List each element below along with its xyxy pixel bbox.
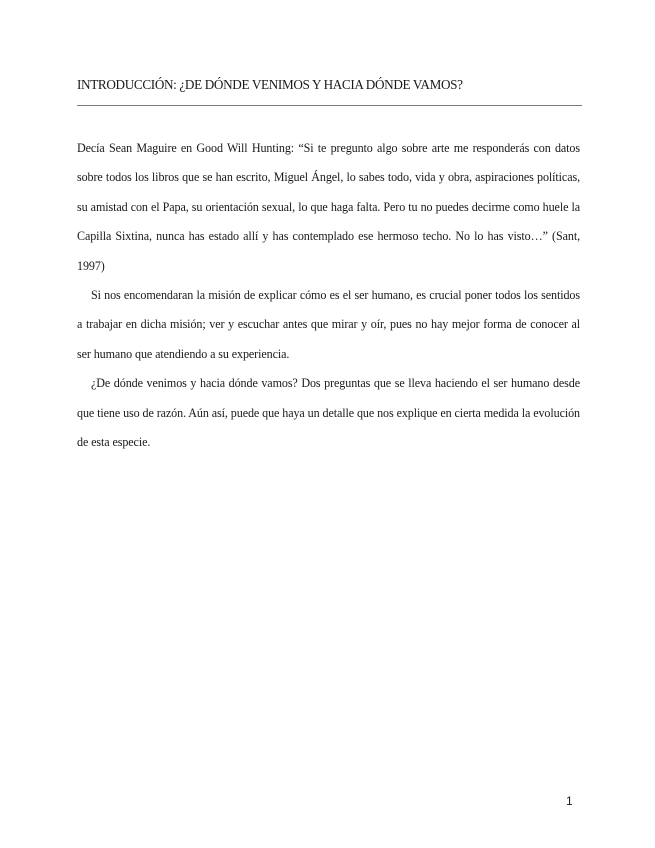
paragraph-questions: ¿De dónde venimos y hacia dónde vamos? Dos preguntas que se lleva haciendo el ser humano desde que tiene uso de razón. Aún así, puede que haya un detalle que nos explique en cierta medida la evolución de esta especie.	[77, 376, 580, 450]
paragraph-quote: Decía Sean Maguire en Good Will Hunting: “Si te pregunto algo sobre arte me responderás con datos sobre todos los libros que se han escrito, Miguel Ángel, lo sabes todo, vida y obra, aspiraciones políticas, su amistad con el Papa, su orientación sexual, lo que haga falta. Pero tu no puedes decirme como huele la Capilla Sixtina, nunca has estado allí y has contemplado ese hermoso techo. No lo has visto…” (Sant, 1997)	[77, 141, 580, 273]
heading-underline-rule	[77, 105, 582, 106]
page-number: 1	[566, 794, 573, 808]
section-heading: INTRODUCCIÓN: ¿DE DÓNDE VENIMOS Y HACIA DÓNDE VAMOS?	[77, 77, 463, 92]
body-text	[77, 134, 580, 457]
paragraph-mission: Si nos encomendaran la misión de explicar cómo es el ser humano, es crucial poner todos los sentidos a trabajar en dicha misión; ver y escuchar antes que mirar y oír, pues no hay mejor forma de conocer al ser humano que atendiendo a su experiencia.	[77, 288, 580, 361]
